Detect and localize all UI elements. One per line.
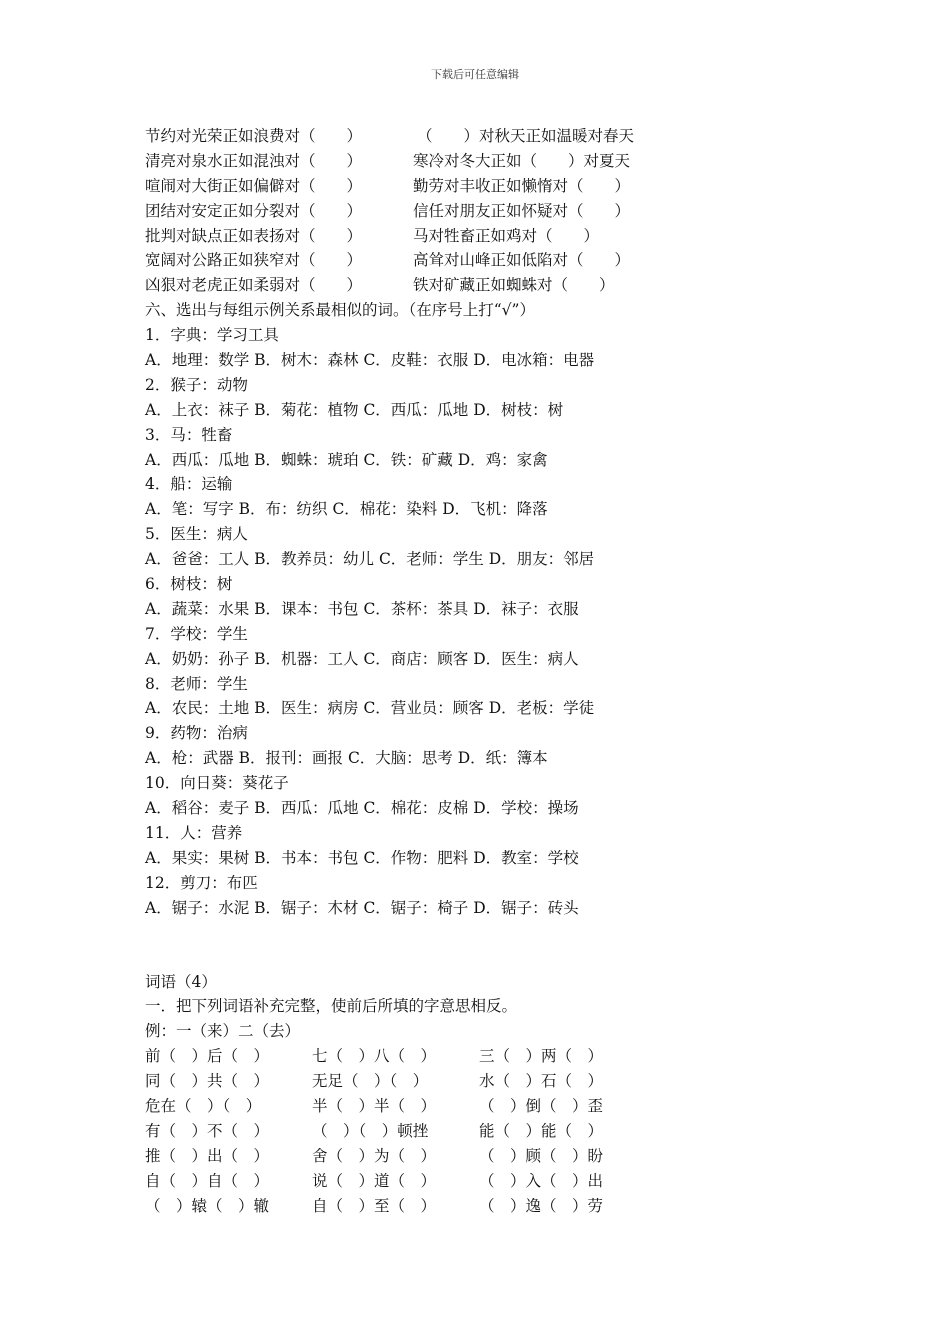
question-options: A．果实：果树 B．书本：书包 C．作物：肥料 D．教室：学校 xyxy=(145,848,579,867)
analogy-left: 清亮对泉水正如混浊对（ ） xyxy=(145,151,363,170)
fill-row xyxy=(145,1094,865,1119)
analogy-row xyxy=(145,199,865,224)
fill-item: 有（ ）不（ ） xyxy=(145,1121,270,1140)
question-stem: 7．学校：学生 xyxy=(145,624,248,643)
fill-item: 七（ ）八（ ） xyxy=(312,1047,437,1066)
question-stem: 9．药物：治病 xyxy=(145,724,248,743)
fill-item: （ ）入（ ）出 xyxy=(479,1171,604,1190)
analogy-right: 寒冷对冬大正如（ ）对夏天 xyxy=(413,151,631,170)
analogy-section xyxy=(145,124,865,298)
question-options: A．蔬菜：水果 B．课本：书包 C．茶杯：茶具 D．袜子：衣服 xyxy=(145,599,579,618)
fill-item: （ ）顾（ ）盼 xyxy=(479,1146,604,1165)
section1-instruction: 一．把下列词语补充完整，使前后所填的字意思相反。 xyxy=(145,997,518,1016)
question-stem: 5．医生：病人 xyxy=(145,525,248,544)
fill-item: 说（ ）道（ ） xyxy=(312,1171,437,1190)
fill-item: 三（ ）两（ ） xyxy=(479,1047,604,1066)
example-line: 例：一（来）二（去） xyxy=(145,1022,301,1041)
fill-row xyxy=(145,1069,865,1094)
fill-item: 水（ ）石（ ） xyxy=(479,1072,604,1091)
fill-item: 同（ ）共（ ） xyxy=(145,1072,270,1091)
question-stem: 11．人：营养 xyxy=(145,823,243,842)
fill-item: 无足（ ）（ ） xyxy=(312,1072,429,1091)
question-stem: 4．船：运输 xyxy=(145,475,233,494)
question-options: A．农民：土地 B．医生：病房 C．营业员：顾客 D．老板：学徒 xyxy=(145,699,595,718)
analogy-left: 团结对安定正如分裂对（ ） xyxy=(145,201,363,220)
question-stem: 10．向日葵：葵花子 xyxy=(145,774,289,793)
question-list xyxy=(145,323,865,920)
fill-item: （ ）辕（ ）辙 xyxy=(145,1196,270,1215)
question-options: A．枪：武器 B．报刊：画报 C．大脑：思考 D．纸：簿本 xyxy=(145,749,548,768)
section-title: 词语（4） xyxy=(145,972,217,991)
question-stem: 12．剪刀：布匹 xyxy=(145,873,258,892)
section6-title: 六、选出与每组示例关系最相似的词。（在序号上打“√”） xyxy=(145,301,535,320)
analogy-row xyxy=(145,174,865,199)
analogy-row xyxy=(145,149,865,174)
analogy-row xyxy=(145,124,865,149)
analogy-left: 凶狠对老虎正如柔弱对（ ） xyxy=(145,276,363,295)
question-options: A．锯子：水泥 B．锯子：木材 C．锯子：椅子 D．锯子：砖头 xyxy=(145,898,579,917)
fill-row xyxy=(145,1194,865,1219)
question-options: A．奶奶：孙子 B．机器：工人 C．商店：顾客 D．医生：病人 xyxy=(145,649,579,668)
question-stem: 3．马：牲畜 xyxy=(145,425,233,444)
analogy-right: 铁对矿藏正如蜘蛛对（ ） xyxy=(413,276,615,295)
fill-item: 半（ ）半（ ） xyxy=(312,1096,437,1115)
fill-grid xyxy=(145,1044,865,1218)
analogy-left: 喧闹对大街正如偏僻对（ ） xyxy=(145,176,363,195)
fill-item: 自（ ）至（ ） xyxy=(312,1196,437,1215)
question-options: A．上衣：袜子 B．菊花：植物 C．西瓜：瓜地 D．树枝：树 xyxy=(145,400,564,419)
analogy-right: （ ）对秋天正如温暖对春天 xyxy=(417,127,635,145)
question-stem: 6．树枝：树 xyxy=(145,575,233,594)
fill-item: （ ）（ ）顿挫 xyxy=(312,1121,429,1140)
fill-item: 自（ ）自（ ） xyxy=(145,1171,270,1190)
analogy-left: 节约对光荣正如浪费对（ ） xyxy=(145,127,363,145)
section-spacer xyxy=(145,921,865,970)
fill-item: （ ）逸（ ）劳 xyxy=(479,1196,604,1215)
fill-item: （ ）倒（ ）歪 xyxy=(479,1096,604,1115)
fill-item: 推（ ）出（ ） xyxy=(145,1146,270,1165)
fill-item: 前（ ）后（ ） xyxy=(145,1047,270,1066)
page-header: 下载后可任意编辑 xyxy=(431,68,519,81)
analogy-right: 信任对朋友正如怀疑对（ ） xyxy=(413,201,631,220)
document-body xyxy=(145,124,865,1218)
analogy-row xyxy=(145,248,865,273)
analogy-right: 马对牲畜正如鸡对（ ） xyxy=(413,226,600,245)
analogy-left: 宽阔对公路正如狭窄对（ ） xyxy=(145,251,363,270)
fill-row xyxy=(145,1169,865,1194)
question-stem: 1．字典：学习工具 xyxy=(145,326,279,345)
fill-item: 能（ ）能（ ） xyxy=(479,1121,604,1140)
analogy-right: 高耸对山峰正如低陷对（ ） xyxy=(413,251,631,270)
analogy-row xyxy=(145,224,865,249)
analogy-row xyxy=(145,273,865,298)
fill-item: 舍（ ）为（ ） xyxy=(312,1146,437,1165)
question-options: A．地理：数学 B．树木：森林 C．皮鞋：衣服 D．电冰箱：电器 xyxy=(145,351,595,370)
analogy-right: 勤劳对丰收正如懒惰对（ ） xyxy=(413,176,631,195)
question-options: A．稻谷：麦子 B．西瓜：瓜地 C．棉花：皮棉 D．学校：操场 xyxy=(145,799,579,818)
fill-row xyxy=(145,1044,865,1069)
question-stem: 8．老师：学生 xyxy=(145,674,248,693)
analogy-left: 批判对缺点正如表扬对（ ） xyxy=(145,226,363,245)
fill-row xyxy=(145,1144,865,1169)
question-options: A．爸爸：工人 B．教养员：幼儿 C．老师：学生 D．朋友：邻居 xyxy=(145,550,595,569)
question-options: A．笔：写字 B．布：纺织 C．棉花：染料 D．飞机：降落 xyxy=(145,500,548,519)
question-stem: 2．猴子：动物 xyxy=(145,375,248,394)
fill-item: 危在（ ）（ ） xyxy=(145,1096,262,1115)
fill-row xyxy=(145,1119,865,1144)
question-options: A．西瓜：瓜地 B．蜘蛛：琥珀 C．铁：矿藏 D．鸡：家禽 xyxy=(145,450,548,469)
